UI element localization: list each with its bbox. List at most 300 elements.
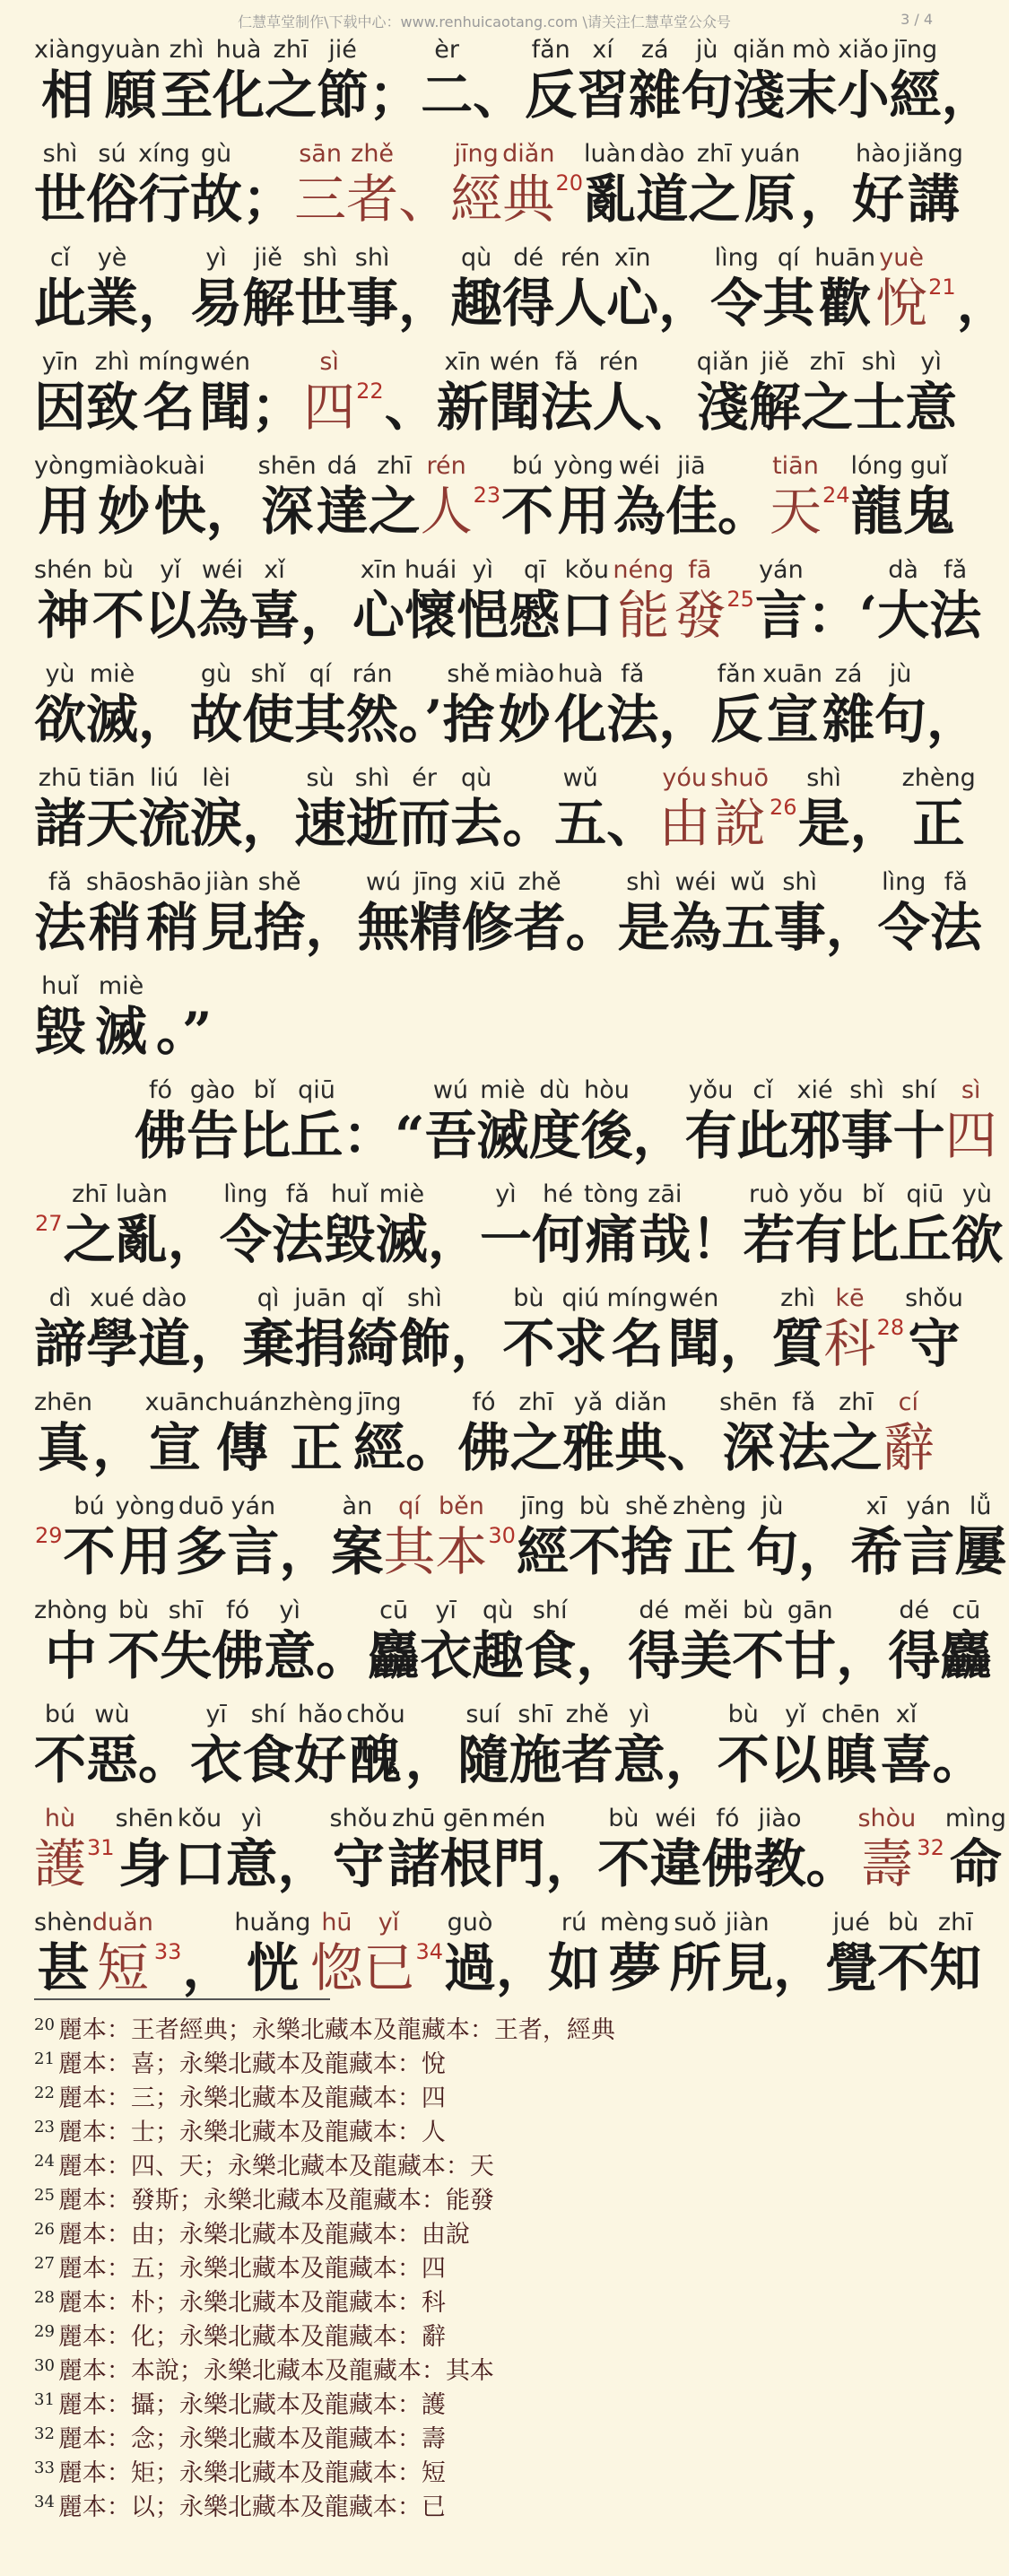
- character: [34, 348, 86, 438]
- character: [945, 1805, 1006, 1894]
- hanzi: 歡: [819, 273, 872, 334]
- character: [554, 1284, 606, 1374]
- pinyin: yì: [279, 1597, 300, 1624]
- hanzi: 案: [331, 1521, 384, 1582]
- character: [100, 36, 161, 126]
- hanzi: ，: [658, 273, 711, 334]
- pinyin: xiǎo: [838, 36, 889, 64]
- character: [721, 1909, 773, 1998]
- hanzi: 者: [561, 1729, 613, 1790]
- hanzi: 得: [888, 1625, 941, 1686]
- character: [545, 1805, 597, 1894]
- hanzi: ，: [182, 1937, 235, 1998]
- variant-character: [435, 1493, 487, 1582]
- pinyin: zhī: [72, 1180, 107, 1208]
- footnote-ref[interactable]: 22: [356, 379, 384, 404]
- hanzi: 欲: [951, 1209, 1004, 1270]
- hanzi: 恍: [246, 1937, 299, 1998]
- hanzi: 易: [190, 273, 243, 334]
- pinyin: jiàn: [725, 1909, 770, 1936]
- hanzi: 不: [502, 1313, 555, 1374]
- character: [138, 1284, 190, 1374]
- hanzi: 意: [905, 377, 958, 438]
- pinyin: yī: [205, 1701, 227, 1728]
- hanzi: 諸: [34, 793, 87, 854]
- pinyin: shēn: [257, 452, 317, 480]
- hanzi: 士: [853, 377, 906, 438]
- hanzi: ，: [404, 1729, 457, 1790]
- pinyin: qiǎn: [733, 36, 786, 64]
- character: [673, 1493, 746, 1582]
- character: [442, 660, 494, 750]
- hanzi: 意: [264, 1625, 317, 1686]
- character: [773, 1909, 825, 1998]
- hanzi: ，: [138, 689, 191, 750]
- character: [501, 452, 553, 542]
- pinyin: cí: [898, 1388, 918, 1416]
- pinyin: qì: [257, 1284, 280, 1312]
- character: [239, 1076, 291, 1166]
- pinyin: shòu: [857, 1805, 917, 1832]
- character: [749, 348, 801, 438]
- pinyin: yòng: [34, 452, 94, 480]
- pinyin: xíng: [138, 140, 190, 168]
- pinyin: shě: [625, 1493, 668, 1520]
- hanzi: 見: [201, 897, 254, 958]
- pinyin: wǔ: [730, 868, 766, 896]
- character: [346, 764, 398, 854]
- pinyin: zá: [834, 660, 863, 688]
- variant-character: [710, 764, 769, 854]
- character: [161, 36, 213, 126]
- hanzi: 食: [242, 1729, 295, 1790]
- character: [755, 556, 807, 646]
- pinyin: jīng: [892, 36, 938, 64]
- character: [502, 244, 554, 334]
- pinyin: shì: [302, 244, 338, 272]
- hanzi: ，: [836, 1625, 889, 1686]
- pinyin: zhī: [518, 1388, 554, 1416]
- character: [681, 36, 733, 126]
- pinyin: fǎ: [944, 868, 968, 896]
- pinyin: wǔ: [562, 764, 598, 792]
- character: [156, 972, 212, 1062]
- pinyin: ér: [412, 764, 437, 792]
- footnote-ref[interactable]: 33: [153, 1939, 182, 1964]
- character: [491, 1805, 545, 1894]
- hanzi: 一: [479, 1209, 532, 1270]
- hanzi: 、: [473, 65, 526, 126]
- hanzi: 心: [606, 273, 659, 334]
- footnote-ref[interactable]: 32: [917, 1835, 944, 1860]
- hanzi: 衣: [420, 1625, 473, 1686]
- hanzi: 五: [554, 793, 607, 854]
- pinyin: diǎn: [614, 1388, 667, 1416]
- hanzi: 吾: [424, 1105, 477, 1166]
- character: [34, 1909, 92, 1998]
- pinyin: bù: [727, 1701, 759, 1728]
- footnote-ref[interactable]: 27: [35, 1211, 63, 1236]
- hanzi: 人: [420, 481, 473, 542]
- text-line: [34, 348, 958, 438]
- footnote-ref[interactable]: 21: [928, 274, 956, 300]
- pinyin: lèi: [202, 764, 231, 792]
- hanzi: 令: [219, 1209, 272, 1270]
- hanzi: 其: [383, 1521, 436, 1582]
- hanzi: ：“: [343, 1105, 425, 1166]
- hanzi: 節: [317, 65, 370, 126]
- hanzi: ，: [450, 1313, 503, 1374]
- pinyin: yǐ: [378, 1909, 400, 1936]
- hanzi: 所: [669, 1937, 722, 1998]
- character: [227, 1493, 279, 1582]
- pinyin: gù: [200, 140, 232, 168]
- hanzi: 諦: [34, 1313, 87, 1374]
- pinyin: shì: [407, 1284, 442, 1312]
- character: [428, 1180, 480, 1270]
- footnote-text: 麗本：發斯；永樂北藏本及龍藏本：能發: [57, 2187, 494, 2215]
- character: [410, 868, 462, 958]
- hanzi: 經: [889, 65, 942, 126]
- hanzi: 不: [63, 1521, 116, 1582]
- character: [346, 1701, 405, 1790]
- hanzi: 懷: [404, 585, 457, 646]
- hanzi: 。: [502, 793, 555, 854]
- pinyin: wù: [94, 1701, 130, 1728]
- pinyin: kǒu: [564, 556, 609, 584]
- hanzi: ，: [398, 273, 451, 334]
- character: [600, 1909, 669, 1998]
- pinyin: tòng: [583, 1180, 639, 1208]
- pinyin: yǐ: [785, 1701, 806, 1728]
- character: [688, 140, 740, 230]
- character: [190, 764, 242, 854]
- pinyin: zhī: [809, 348, 845, 376]
- character: [593, 348, 645, 438]
- character: [851, 452, 903, 542]
- pinyin: yù: [961, 1180, 992, 1208]
- pinyin: hù: [44, 1805, 76, 1832]
- character: [957, 244, 1009, 334]
- hanzi: 若: [743, 1209, 796, 1270]
- hanzi: ，: [665, 1729, 718, 1790]
- hanzi: 捨: [620, 1521, 673, 1582]
- hanzi: 夢: [608, 1937, 661, 1998]
- pinyin: bù: [608, 1805, 639, 1832]
- pinyin: xí: [592, 36, 613, 64]
- character: [242, 764, 294, 854]
- hanzi: 淚: [190, 793, 243, 854]
- pinyin: shì: [626, 868, 661, 896]
- character: [234, 1909, 310, 1998]
- character: [807, 556, 877, 646]
- variant-character: [450, 140, 502, 230]
- pinyin: fā: [688, 556, 712, 584]
- footnote-ref[interactable]: 26: [770, 795, 797, 820]
- footnote-ref[interactable]: 25: [726, 587, 754, 612]
- pinyin: shǒu: [905, 1284, 963, 1312]
- pinyin: rú: [561, 1909, 587, 1936]
- character: [190, 660, 242, 750]
- character: [369, 36, 421, 126]
- character: [346, 660, 398, 750]
- hanzi: 屢: [954, 1521, 1007, 1582]
- pinyin: fǎn: [531, 36, 570, 64]
- footnote-ref[interactable]: 30: [488, 1523, 516, 1548]
- character: [472, 1597, 524, 1686]
- character: [890, 36, 942, 126]
- character: [881, 1701, 933, 1790]
- character: [774, 868, 826, 958]
- character: [86, 868, 144, 958]
- footnote-ref[interactable]: 20: [555, 170, 583, 196]
- text-line: [34, 1701, 985, 1790]
- footnote: [34, 2219, 470, 2251]
- footnote-ref[interactable]: 31: [87, 1835, 115, 1860]
- pinyin: zhū: [38, 764, 83, 792]
- hanzi: 捐: [294, 1313, 347, 1374]
- character: [489, 348, 541, 438]
- character: [814, 244, 875, 334]
- pinyin: kē: [835, 1284, 865, 1312]
- pinyin: lìng: [714, 244, 759, 272]
- pinyin: guò: [447, 1909, 493, 1936]
- footnote: [34, 2117, 446, 2149]
- hanzi: 世: [294, 273, 347, 334]
- pinyin: huái: [404, 556, 457, 584]
- hanzi: 化: [213, 65, 265, 126]
- character: [86, 764, 138, 854]
- hanzi: 告: [187, 1105, 239, 1166]
- character: [190, 1701, 242, 1790]
- hanzi: 精: [409, 897, 462, 958]
- pinyin: jiā: [677, 452, 706, 480]
- character: [525, 36, 577, 126]
- pinyin: dì: [48, 1284, 72, 1312]
- hanzi: 痛: [585, 1209, 638, 1270]
- character: [34, 764, 86, 854]
- hanzi: 瞋: [824, 1729, 877, 1790]
- pinyin: qí: [777, 244, 800, 272]
- footnote-number: 22: [34, 2084, 55, 2102]
- hanzi: 典: [502, 169, 555, 230]
- hanzi: 得: [502, 273, 555, 334]
- pinyin: zāi: [648, 1180, 683, 1208]
- pinyin: shě: [447, 660, 491, 688]
- pinyin: hào: [855, 140, 901, 168]
- hanzi: 雜: [822, 689, 875, 750]
- hanzi: 二: [421, 65, 474, 126]
- pinyin: chǒu: [346, 1701, 405, 1728]
- pinyin: sú: [98, 140, 126, 168]
- hanzi: 經: [352, 1417, 405, 1478]
- character: [753, 1805, 805, 1894]
- character: [618, 868, 670, 958]
- footnote-ref[interactable]: 29: [35, 1523, 63, 1548]
- hanzi: 用: [38, 481, 91, 542]
- footnote-ref[interactable]: 23: [473, 483, 501, 508]
- variant-character: [383, 1493, 435, 1582]
- pinyin: xīn: [613, 244, 651, 272]
- character: [877, 1909, 929, 1998]
- character: [554, 660, 606, 750]
- hanzi: 比: [847, 1209, 900, 1270]
- pinyin: shǒu: [329, 1805, 388, 1832]
- hanzi: 解: [242, 273, 295, 334]
- character: [242, 1701, 294, 1790]
- hanzi: 為: [669, 897, 722, 958]
- hanzi: 科: [823, 1313, 876, 1374]
- pinyin: yòng: [115, 1493, 176, 1520]
- pinyin: shī: [518, 1701, 553, 1728]
- pinyin: zhèng: [673, 1493, 747, 1520]
- footnote-ref[interactable]: 24: [822, 483, 850, 508]
- pinyin: chuán: [204, 1388, 280, 1416]
- pinyin: liú: [149, 764, 179, 792]
- character: [92, 556, 144, 646]
- footnote-text: 麗本：士；永樂北藏本及龍藏本：人: [57, 2119, 446, 2146]
- pinyin: jīng: [357, 1388, 402, 1416]
- character: [954, 1493, 1006, 1582]
- character: [801, 348, 853, 438]
- hanzi: ，: [496, 1937, 549, 1998]
- hanzi: 何: [531, 1209, 584, 1270]
- pinyin: cǐ: [752, 1076, 773, 1104]
- character: [64, 1180, 116, 1270]
- character: [242, 660, 294, 750]
- pinyin: shuō: [710, 764, 770, 792]
- hanzi: 而: [398, 793, 451, 854]
- character: [190, 1284, 242, 1374]
- pinyin: sì: [319, 348, 339, 376]
- pinyin: jiǎng: [904, 140, 963, 168]
- footnote-ref[interactable]: 34: [415, 1939, 443, 1964]
- hanzi: 。: [805, 1833, 858, 1894]
- hanzi: ；: [242, 169, 295, 230]
- character: [838, 36, 890, 126]
- pinyin: shì: [354, 764, 390, 792]
- hanzi: 三: [294, 169, 347, 230]
- character: [279, 1493, 331, 1582]
- hanzi: ，: [941, 65, 994, 126]
- pinyin: chēn: [821, 1701, 881, 1728]
- hanzi: 不: [717, 1729, 770, 1790]
- pinyin: yǐ: [160, 556, 181, 584]
- pinyin: jīng: [413, 868, 458, 896]
- hanzi: 法: [540, 377, 593, 438]
- pinyin: yì: [920, 348, 942, 376]
- pinyin: qù: [461, 244, 492, 272]
- footnote-text: 麗本：化；永樂北藏本及龍藏本：辭: [57, 2323, 446, 2351]
- footnote-text: 麗本：矩；永樂北藏本及龍藏本：短: [57, 2459, 446, 2487]
- hanzi: 毀: [34, 1001, 87, 1062]
- character: [691, 1180, 743, 1270]
- pinyin: xīn: [360, 556, 397, 584]
- hanzi: ，: [658, 689, 711, 750]
- hanzi: ，: [825, 897, 878, 958]
- hanzi: 講: [907, 169, 960, 230]
- pinyin: yì: [495, 1180, 517, 1208]
- character: [929, 556, 981, 646]
- character: [199, 348, 251, 438]
- character: [597, 1805, 649, 1894]
- character: [893, 1076, 945, 1166]
- character: [294, 1701, 346, 1790]
- hanzi: 隨: [457, 1729, 509, 1790]
- character: [242, 244, 294, 334]
- hanzi: 邪: [788, 1105, 841, 1166]
- text-line: [34, 244, 1009, 334]
- hanzi: 後: [580, 1105, 633, 1166]
- pinyin: wén: [200, 348, 250, 376]
- pinyin: zhě: [565, 1701, 609, 1728]
- hanzi: 法: [271, 1209, 324, 1270]
- pinyin: rán: [352, 660, 393, 688]
- pinyin: shì: [42, 140, 78, 168]
- hanzi: 口: [561, 585, 613, 646]
- hanzi: ，: [138, 273, 191, 334]
- character: [457, 1388, 509, 1478]
- footnote: [34, 2389, 446, 2422]
- pinyin: shě: [257, 868, 301, 896]
- character: [294, 1284, 346, 1374]
- hanzi: 龍: [850, 481, 903, 542]
- character: [168, 1180, 220, 1270]
- hanzi: ，: [242, 793, 295, 854]
- text-line: [34, 1493, 1007, 1582]
- pinyin: yuàn: [100, 36, 161, 64]
- character: [562, 1388, 614, 1478]
- character: [743, 1180, 795, 1270]
- pinyin: duō: [178, 1493, 224, 1520]
- hanzi: 者: [346, 169, 399, 230]
- character: [836, 1597, 888, 1686]
- character: [405, 1388, 457, 1478]
- character: [205, 1388, 280, 1478]
- character: [852, 140, 904, 230]
- pinyin: mò: [792, 36, 831, 64]
- hanzi: 趣: [472, 1625, 525, 1686]
- hanzi: 根: [439, 1833, 492, 1894]
- hanzi: 。: [565, 897, 618, 958]
- character: [480, 1180, 532, 1270]
- character: [398, 1284, 450, 1374]
- variant-character: [310, 1909, 362, 1998]
- character: [665, 452, 718, 542]
- pinyin: huǎng: [234, 1909, 311, 1936]
- footnote-ref[interactable]: 28: [876, 1315, 905, 1340]
- pinyin: wú: [432, 1076, 469, 1104]
- pinyin: wéi: [201, 556, 244, 584]
- pinyin: fó: [472, 1388, 496, 1416]
- pinyin: mìng: [944, 1805, 1006, 1832]
- character: [580, 1076, 632, 1166]
- hanzi: 故: [190, 689, 243, 750]
- hanzi: 之: [368, 481, 421, 542]
- hanzi: 亂: [115, 1209, 168, 1270]
- hanzi: 句: [874, 689, 927, 750]
- hanzi: 句: [681, 65, 734, 126]
- pinyin: xiū: [469, 868, 506, 896]
- pinyin: běn: [438, 1493, 484, 1520]
- character: [667, 1388, 719, 1478]
- pinyin: mén: [491, 1805, 546, 1832]
- variant-character: [770, 452, 822, 542]
- pinyin: qù: [483, 1597, 514, 1624]
- variant-character: [945, 1076, 997, 1166]
- pinyin: mèng: [600, 1909, 670, 1936]
- character: [878, 868, 930, 958]
